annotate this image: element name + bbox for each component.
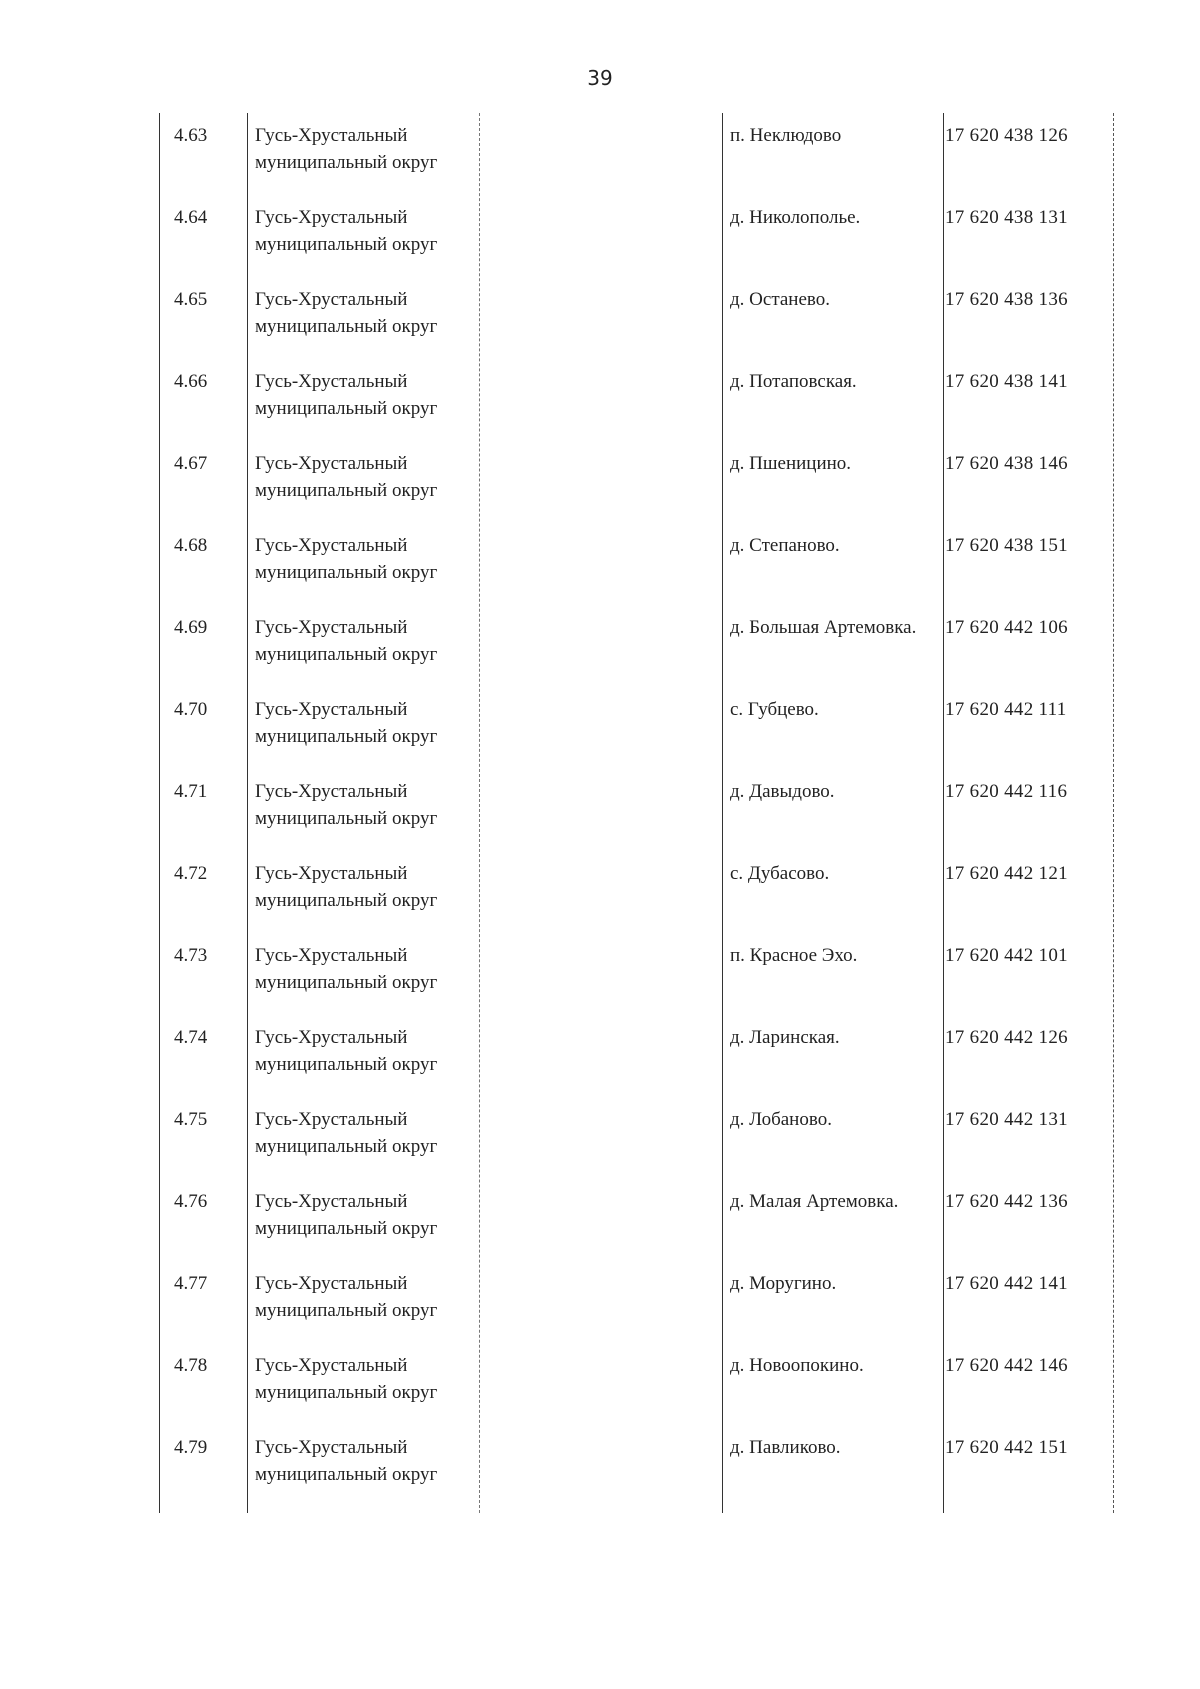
municipality-name: Гусь-Хрустальный муниципальный округ — [255, 1437, 438, 1485]
page-number: 39 — [587, 66, 613, 90]
locality-name: д. Степаново. — [730, 535, 840, 556]
row-number: 4.79 — [174, 1437, 208, 1458]
row-number: 4.64 — [174, 207, 208, 228]
locality-name: д. Давыдово. — [730, 781, 835, 802]
oktmo-code: 17 620 442 106 — [945, 617, 1068, 638]
row-number: 4.69 — [174, 617, 208, 638]
locality-name: д. Николополье. — [730, 207, 861, 228]
oktmo-code: 17 620 442 121 — [945, 863, 1068, 884]
table-row — [158, 446, 1113, 528]
settlements-table — [158, 118, 1113, 1512]
municipality-name: Гусь-Хрустальный муниципальный округ — [255, 699, 438, 747]
row-number: 4.74 — [174, 1027, 208, 1048]
municipality-name: Гусь-Хрустальный муниципальный округ — [255, 207, 438, 255]
municipality-name: Гусь-Хрустальный муниципальный округ — [255, 863, 438, 911]
table-row — [158, 1348, 1113, 1430]
row-number: 4.76 — [174, 1191, 208, 1212]
oktmo-code: 17 620 438 136 — [945, 289, 1068, 310]
row-number: 4.72 — [174, 863, 208, 884]
table-row — [158, 1430, 1113, 1512]
table-row — [158, 856, 1113, 938]
municipality-name: Гусь-Хрустальный муниципальный округ — [255, 125, 438, 173]
oktmo-code: 17 620 442 126 — [945, 1027, 1068, 1048]
locality-name: с. Губцево. — [730, 699, 819, 720]
municipality-name: Гусь-Хрустальный муниципальный округ — [255, 453, 438, 501]
oktmo-code: 17 620 442 101 — [945, 945, 1068, 966]
oktmo-code: 17 620 442 111 — [945, 699, 1067, 720]
locality-name: д. Новоопокино. — [730, 1355, 864, 1376]
table-row — [158, 118, 1113, 200]
municipality-name: Гусь-Хрустальный муниципальный округ — [255, 289, 438, 337]
row-number: 4.65 — [174, 289, 208, 310]
oktmo-code: 17 620 442 146 — [945, 1355, 1068, 1376]
row-number: 4.68 — [174, 535, 208, 556]
locality-name: д. Лобаново. — [730, 1109, 832, 1130]
locality-name: д. Большая Артемовка. — [730, 617, 917, 638]
oktmo-code: 17 620 438 151 — [945, 535, 1068, 556]
municipality-name: Гусь-Хрустальный муниципальный округ — [255, 1027, 438, 1075]
locality-name: д. Моругино. — [730, 1273, 837, 1294]
table-rule-right — [1113, 113, 1114, 1513]
row-number: 4.77 — [174, 1273, 208, 1294]
table-row — [158, 1266, 1113, 1348]
municipality-name: Гусь-Хрустальный муниципальный округ — [255, 781, 438, 829]
municipality-name: Гусь-Хрустальный муниципальный округ — [255, 1109, 438, 1157]
row-number: 4.70 — [174, 699, 208, 720]
locality-name: п. Неклюдово — [730, 125, 842, 146]
oktmo-code: 17 620 438 131 — [945, 207, 1068, 228]
locality-name: п. Красное Эхо. — [730, 945, 858, 966]
municipality-name: Гусь-Хрустальный муниципальный округ — [255, 371, 438, 419]
municipality-name: Гусь-Хрустальный муниципальный округ — [255, 617, 438, 665]
locality-name: д. Павликово. — [730, 1437, 841, 1458]
table-row — [158, 1020, 1113, 1102]
oktmo-code: 17 620 438 141 — [945, 371, 1068, 392]
row-number: 4.63 — [174, 125, 208, 146]
table-row — [158, 364, 1113, 446]
table-row — [158, 1102, 1113, 1184]
row-number: 4.71 — [174, 781, 208, 802]
row-number: 4.66 — [174, 371, 208, 392]
municipality-name: Гусь-Хрустальный муниципальный округ — [255, 1273, 438, 1321]
oktmo-code: 17 620 438 146 — [945, 453, 1068, 474]
table-row — [158, 282, 1113, 364]
oktmo-code: 17 620 438 126 — [945, 125, 1068, 146]
locality-name: д. Ларинская. — [730, 1027, 840, 1048]
locality-name: д. Останево. — [730, 289, 830, 310]
row-number: 4.75 — [174, 1109, 208, 1130]
oktmo-code: 17 620 442 116 — [945, 781, 1068, 802]
table-row — [158, 692, 1113, 774]
municipality-name: Гусь-Хрустальный муниципальный округ — [255, 535, 438, 583]
locality-name: д. Потаповская. — [730, 371, 857, 392]
oktmo-code: 17 620 442 131 — [945, 1109, 1068, 1130]
oktmo-code: 17 620 442 136 — [945, 1191, 1068, 1212]
table-row — [158, 610, 1113, 692]
row-number: 4.78 — [174, 1355, 208, 1376]
row-number: 4.67 — [174, 453, 208, 474]
table-row — [158, 1184, 1113, 1266]
municipality-name: Гусь-Хрустальный муниципальный округ — [255, 1355, 438, 1403]
table-row — [158, 774, 1113, 856]
municipality-name: Гусь-Хрустальный муниципальный округ — [255, 1191, 438, 1239]
locality-name: д. Малая Артемовка. — [730, 1191, 899, 1212]
locality-name: д. Пшеницино. — [730, 453, 852, 474]
row-number: 4.73 — [174, 945, 208, 966]
table-row — [158, 528, 1113, 610]
municipality-name: Гусь-Хрустальный муниципальный округ — [255, 945, 438, 993]
locality-name: с. Дубасово. — [730, 863, 830, 884]
oktmo-code: 17 620 442 141 — [945, 1273, 1068, 1294]
table-row — [158, 200, 1113, 282]
oktmo-code: 17 620 442 151 — [945, 1437, 1068, 1458]
table-row — [158, 938, 1113, 1020]
